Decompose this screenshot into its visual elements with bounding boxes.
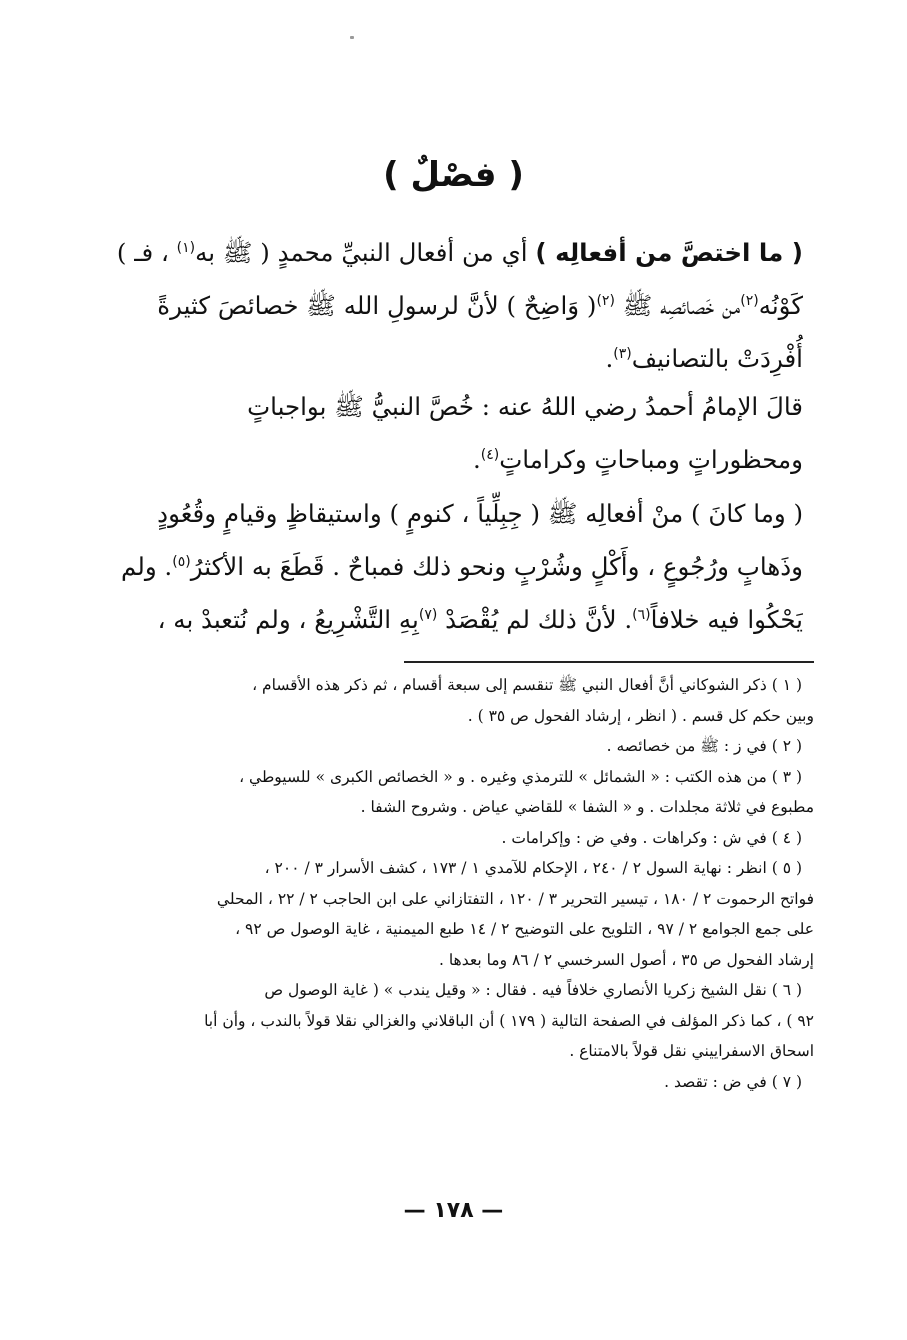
paragraph-2 — [103, 380, 803, 486]
page-number: — ١٧٨ — — [403, 1198, 504, 1223]
text-run: . لأنَّ ذلك لم يُقْصَدْ — [445, 605, 633, 634]
footnote-5-line-3: على جمع الجوامع ٢ / ٩٧ ، التلويح على التوضيح ٢ / ١٤ طبع الميمنية ، غاية الوصول ص ٩٢ ، — [235, 920, 814, 938]
text-run: أي من أفعال النبيِّ محمدٍ ( ﷺ به — [195, 238, 528, 267]
paragraph-2-line-2 — [103, 433, 803, 486]
text-run: . ولم — [121, 552, 173, 581]
footnote-divider — [404, 661, 814, 663]
paragraph-3-line-2 — [103, 540, 803, 593]
paragraph-1-line-2 — [103, 279, 803, 332]
paragraph-1-line-3 — [103, 332, 803, 385]
footnote-ref-4[interactable]: (٤) — [480, 446, 500, 463]
text-run: . — [472, 445, 481, 474]
footnote-ref-3[interactable]: (٣) — [613, 345, 632, 362]
footnote-5-line-2: فواتح الرحموت ٢ / ١٨٠ ، تيسير التحرير ٣ / ١٢٠ ، التفتازاني على ابن الحاجب ٢ / ٢٢ ، المحلي — [216, 889, 814, 908]
paragraph-1 — [103, 226, 803, 385]
footnote-4-line-1: ( ٤ ) في ش : وكراهات . وفي ض : وإكرامات . — [501, 828, 802, 847]
bold-matn-phrase: ( ما اختصَّ من أفعالِه ) — [535, 238, 803, 267]
text-run: يَحْكُوا فيه خلافاً — [650, 605, 803, 634]
footnote-1-line-1: ( ١ ) ذكر الشوكاني أنَّ أفعال النبي ﷺ تنقسم إلى سبعة أقسام ، ثم ذكر هذه الأقسام ، — [252, 676, 802, 694]
footnote-3-line-2: مطبوع في ثلاثة مجلدات . و « الشفا » للقاضي عياض . وشروح الشفا . — [360, 798, 814, 816]
scan-speck — [350, 36, 354, 39]
text-run: أُفْرِدَتْ بالتصانيف — [631, 344, 803, 373]
footnote-ref-7[interactable]: (٧) — [418, 606, 438, 623]
text-run: وذَهابٍ ورُجُوعٍ ، وأَكْلٍ وشُرْبٍ ونحو ذلك فمباحٌ . قَطَعَ به الأكثرُ — [190, 552, 803, 581]
footnote-ref-1[interactable]: (١) — [176, 239, 196, 256]
footnote-ref-6[interactable]: (٦) — [632, 606, 651, 623]
footnote-1-line-2: وبين حكم كل قسم . ( انظر ، إرشاد الفحول ص ٣٥ ) . — [467, 706, 814, 725]
text-run: ، فـ ) — [116, 238, 169, 267]
footnotes-block — [102, 670, 814, 1097]
footnote-5-line-1: ( ٥ ) انظر : نهاية السول ٢ / ٢٤٠ ، الإحكام للآمدي ١ / ١٧٣ ، كشف الأسرار ٣ / ٢٠٠ ، — [264, 859, 802, 877]
paragraph-2-line-1: قالَ الإمامُ أحمدُ رضي اللهُ عنه : خُصَّ النبيُّ ﷺ بواجباتٍ — [247, 392, 803, 421]
text-run: ومحظوراتٍ ومباحاتٍ وكراماتٍ — [499, 445, 803, 474]
footnote-5-line-4: إرشاد الفحول ص ٣٥ ، أصول السرخسي ٢ / ٨٦ وما بعدها . — [438, 950, 814, 969]
paragraph-1-line-1 — [103, 226, 803, 279]
paragraph-3-line-3 — [103, 593, 803, 646]
footnote-2-line-1: ( ٢ ) في ز : ﷺ من خصائصه . — [606, 737, 802, 755]
footnote-3-line-1: ( ٣ ) من هذه الكتب : « الشمائل » للترمذي وغيره . و « الخصائص الكبرى » للسيوطي ، — [239, 767, 802, 786]
footnote-7-line-1: ( ٧ ) في ض : تقصد . — [664, 1072, 802, 1091]
text-run: ( وَاضِحٌ ) لأنَّ لرسولِ الله ﷺ خصائصَ كثيرةً — [157, 291, 597, 320]
footnote-6-line-2: ٩٢ ) ، كما ذكر المؤلف في الصفحة التالية ( ١٧٩ ) أن الباقلاني والغزالي نقلا قولاً بالندب ، وأن أبا — [204, 1011, 814, 1030]
section-heading: ( فصْلٌ ) — [383, 155, 524, 195]
text-run: كَوْنُه — [758, 291, 803, 320]
text-run: بِهِ التَّشْرِيعُ ، ولم نُتعبدْ به ، — [157, 605, 419, 634]
paragraph-3 — [103, 487, 803, 646]
footnote-ref-5[interactable]: (٥) — [172, 553, 191, 570]
paragraph-3-line-1: ( وما كانَ ) منْ أفعالِه ﷺ ( جِبِلِّياً ، كنومٍ ) واستيقاظٍ وقيامٍ وقُعُودٍ — [157, 499, 803, 528]
text-run: . — [605, 344, 614, 373]
footnote-ref-2b[interactable]: (٢) — [596, 292, 615, 309]
footnote-ref-2[interactable]: (٢) — [740, 292, 759, 309]
text-run: من خَصائصِه ﷺ — [622, 291, 741, 320]
footnote-6-line-1: ( ٦ ) نقل الشيخ زكريا الأنصاري خلافاً فيه . فقال : « وقيل يندب » ( غاية الوصول ص — [264, 981, 802, 999]
footnote-6-line-3: اسحاق الاسفراييني نقل قولاً بالامتناع . — [569, 1042, 814, 1060]
